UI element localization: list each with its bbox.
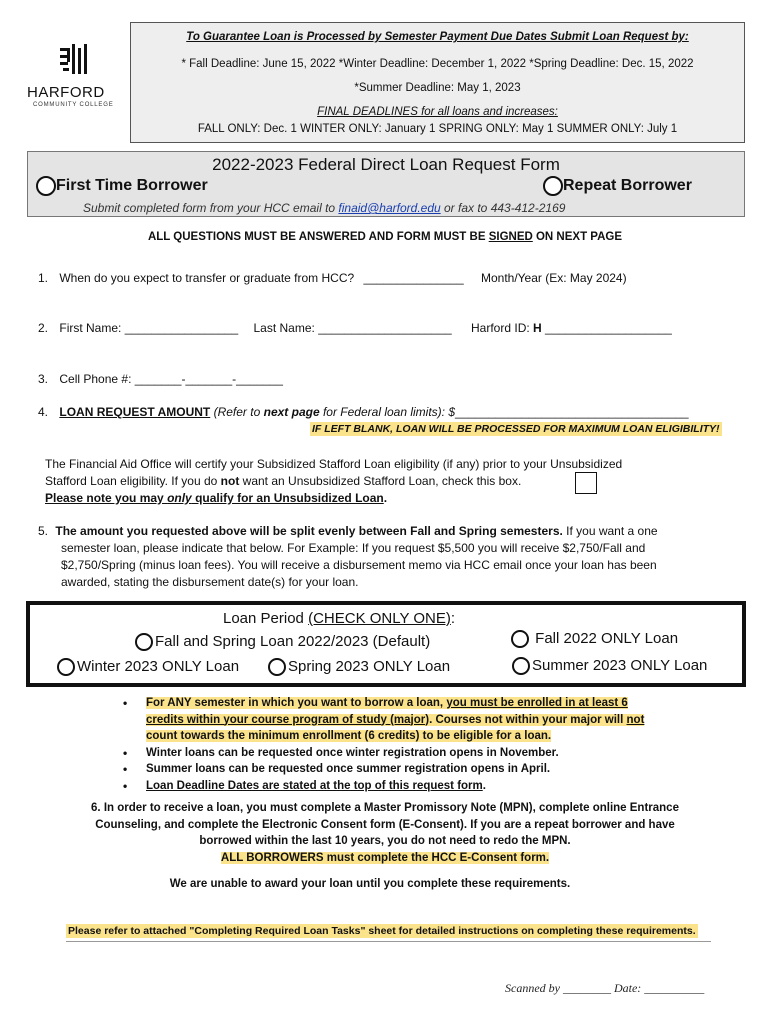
list-item: • Summer loans can be requested once summer registration opens in April.	[146, 761, 644, 778]
spring-only-radio-icon[interactable]	[268, 658, 286, 676]
submit-instructions: Submit completed form from your HCC email to finaid@harford.edu or fax to 443-412-2169	[83, 201, 566, 215]
email-link[interactable]: finaid@harford.edu	[338, 201, 441, 215]
question-2: 2. First Name: _________________ Last Name: ____________________ Harford ID: H ___________________	[38, 321, 672, 335]
harford-logo	[22, 44, 122, 114]
deadline-line-1: * Fall Deadline: June 15, 2022 *Winter Deadline: December 1, 2022 *Spring Deadline: Dec. 15, 2022	[181, 58, 694, 70]
loan-requirements-list	[146, 695, 644, 794]
certify-paragraph: The Financial Aid Office will certify your Subsidized Stafford Loan eligibility (if any) prior to your Unsubsidized Stafford Loan eligibility. If you do not want an Unsubsidized Stafford Loan, check this box. Please note you may only qualify for an Unsubsidized Loan.	[45, 457, 623, 505]
fall-spring-radio-icon[interactable]	[135, 633, 153, 651]
logo-subtitle: COMMUNITY COLLEGE	[33, 102, 114, 108]
first-name-field[interactable]: First Name: _________________	[59, 321, 239, 335]
repeat-radio-icon[interactable]	[543, 176, 563, 196]
question-4: 4. LOAN REQUEST AMOUNT (Refer to next page for Federal loan limits): $___________________________________	[38, 405, 689, 419]
loan-period-box	[26, 601, 746, 687]
first-time-label: First Time Borrower	[56, 177, 208, 195]
list-item: • Winter loans can be requested once winter registration opens in November.	[146, 745, 644, 762]
question-1: 1. When do you expect to transfer or graduate from HCC? _______________ Month/Year (Ex: May 2024)	[38, 271, 627, 285]
cell-phone-field[interactable]: Cell Phone #: _______-_______-_______	[59, 372, 283, 386]
question-5: 5. The amount you requested above will be split evenly between Fall and Spring semesters. If you want a one semester loan, please indicate that below. For Example: If you request $5,500 you will receive $2,750/Fall and $2,750/Spring (minus loan fees). You will receive a disbursement memo via HCC email once your loan has been awarded, stating the disbursement date(s) for your loan.	[38, 524, 658, 589]
loan-amount-field[interactable]: ___________________________________	[455, 405, 689, 419]
max-eligibility-warning: IF LEFT BLANK, LOAN WILL BE PROCESSED FOR MAXIMUM LOAN ELIGIBILITY!	[312, 423, 720, 435]
final-deadlines-line: FALL ONLY: Dec. 1 WINTER ONLY: January 1 SPRING ONLY: May 1 SUMMER ONLY: July 1	[197, 123, 678, 135]
spring-only-option[interactable]: Spring 2023 ONLY Loan	[268, 658, 450, 676]
harford-id-field[interactable]: Harford ID: H ___________________	[471, 321, 672, 335]
first-time-radio-icon[interactable]	[36, 176, 56, 196]
deadline-title: To Guarantee Loan is Processed by Semester Payment Due Dates Submit Loan Request by:	[186, 31, 689, 43]
summer-only-radio-icon[interactable]	[512, 657, 530, 675]
decline-unsubsidized-checkbox[interactable]	[575, 472, 597, 494]
fall-spring-option[interactable]: Fall and Spring Loan 2022/2023 (Default)	[135, 633, 430, 651]
scanned-by-footer: Scanned by ________ Date: __________	[505, 981, 705, 995]
graduation-date-field[interactable]: _______________	[363, 271, 464, 285]
final-deadlines-title: FINAL DEADLINES for all loans and increases:	[317, 106, 558, 118]
deadline-box	[130, 22, 745, 143]
question-3: 3. Cell Phone #: _______-_______-_______	[38, 372, 283, 386]
last-name-field[interactable]: Last Name: ____________________	[253, 321, 452, 335]
list-item: • For ANY semester in which you want to borrow a loan, you must be enrolled in at least 6 credits within your course program of study (major). Courses not within your major will not count towards the minimum enrollment (6 credits) to be eligible for a loan.	[146, 695, 644, 745]
deadline-line-2: *Summer Deadline: May 1, 2023	[354, 82, 521, 94]
fall-only-radio-icon[interactable]	[511, 630, 529, 648]
form-header-box	[27, 151, 745, 217]
question-6: 6. In order to receive a loan, you must complete a Master Promissory Note (MPN), complete online Entrance Counseling, and complete the Electronic Consent form (E-Consent). If you are a repeat borrower and have borrowed within the last 10 years, you do not need to redo the MPN. ALL BORROWERS must complete the HCC E-Consent form.	[91, 802, 679, 864]
form-title: 2022-2023 Federal Direct Loan Request Form	[212, 155, 560, 174]
requirements-notice: We are unable to award your loan until you complete these requirements.	[169, 878, 571, 890]
first-time-borrower-option[interactable]	[36, 176, 208, 196]
logo-name: HARFORD	[27, 84, 105, 101]
fall-only-option[interactable]: Fall 2022 ONLY Loan	[511, 630, 678, 648]
winter-only-option[interactable]: Winter 2023 ONLY Loan	[57, 658, 239, 676]
list-item: • Loan Deadline Dates are stated at the top of this request form.	[146, 778, 644, 795]
signature-notice: ALL QUESTIONS MUST BE ANSWERED AND FORM MUST BE SIGNED ON NEXT PAGE	[147, 231, 623, 243]
harford-logo-mark-icon	[60, 44, 90, 78]
repeat-label: Repeat Borrower	[563, 177, 692, 195]
winter-only-radio-icon[interactable]	[57, 658, 75, 676]
loan-period-title: Loan Period (CHECK ONLY ONE):	[223, 610, 456, 627]
divider	[66, 941, 711, 942]
refer-to-sheet-notice: Please refer to attached "Completing Required Loan Tasks" sheet for detailed instructions on completing these requirements.	[68, 925, 696, 937]
summer-only-option[interactable]: Summer 2023 ONLY Loan	[512, 657, 707, 675]
repeat-borrower-option[interactable]	[543, 176, 692, 196]
